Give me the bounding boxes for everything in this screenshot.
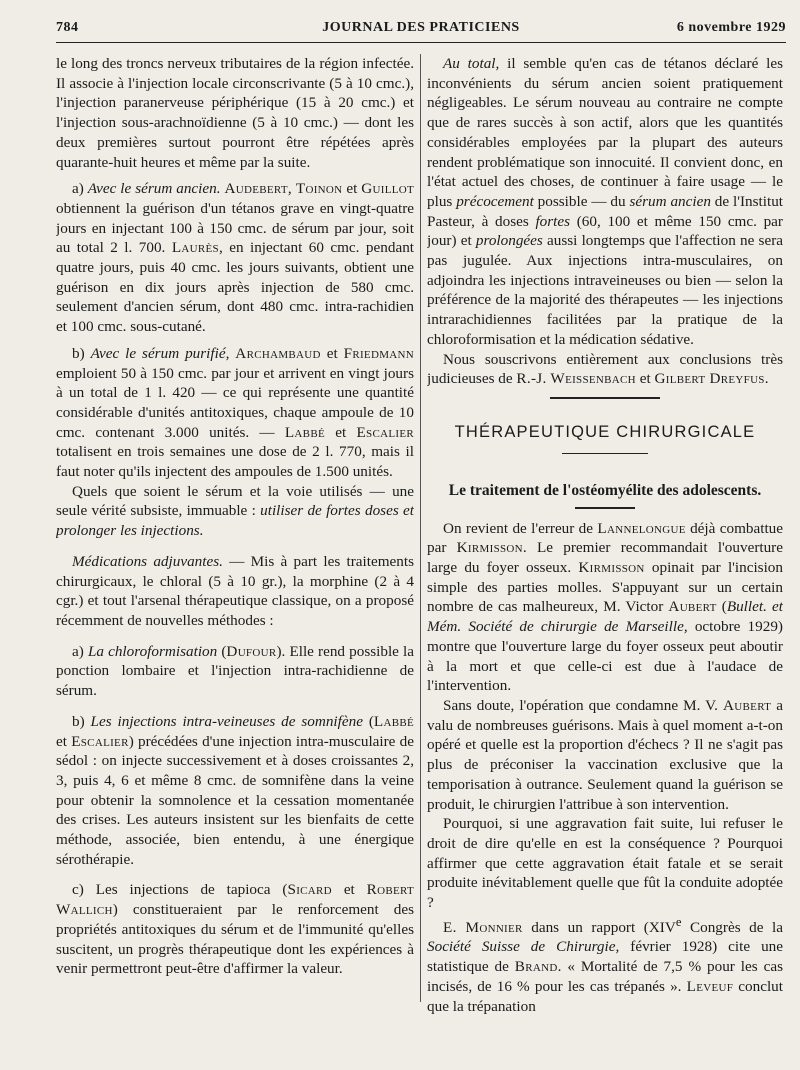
subsection-title: Avec le sérum purifié, — [90, 344, 230, 362]
paragraph-au-total: Au total, il semble qu'en cas de tétanos déclaré les inconvénients du sérum ancien soient pratiquement négligeables. Le sérum nouveau au contraire ne compte que de rares succès à son actif, alors que les quantités considérables employées par la plupart des auteurs rendent problématique son innocuité. Il convient donc, en l'état actuel des choses, de continuer à faire usage — le plus précocement possible — du sérum ancien de l'Institut Pasteur, à doses fortes (60, 100 et même 150 cmc. par jour) et prolongées aussi longtemps que l'affection ne sera pas jugulée. Aux injections intra-musculaires, on adjoindra les injections intraveineuses ou bien — selon la préférence de la majorité des thérapeutes — les injections intrarachidiennes facilitées par la pratique de la chloroformisation et la médication sédative. — [427, 55, 783, 348]
paragraph-sans-doute: Sans doute, l'opération que condamne M. V. Aubert a valu de nombreuses guérisons. Mais à quel moment a-t-on opéré et quelle est la proportion d'échecs ? Il ne s'agit pas plus de préconiser la vaccination exclusive que la temporisation à outrance. Seulement quand la guérison se produit, le chirurgien l'attribue à son intervention. — [427, 696, 783, 813]
section-heading: THÉRAPEUTIQUE CHIRURGICALE — [454, 422, 756, 441]
paragraph-continuation: le long des troncs nerveux tributaires de la région infectée. Il associe à l'injection locale circonscrivante (5 à 10 cmc.), l'injection paranerveuse périphérique (15 à 20 cmc.) et l'injection sous-arachnoïdienne (5 à 10 cmc.) — dont les deux premières surtout pourront être répétées après quarante-huit heures et même par la suite. — [56, 55, 414, 171]
paragraph-serum-purifie: b) Avec le sérum purifié, Archambaud et Friedmann emploient 50 à 150 cmc. par jour et arrivent en vingt jours à un total de 1 l. 420 — ce qui représente une quantité considérable d'unités antitoxiques, chaque ampoule de 10 cmc. contenant 3.000 unités. — Labbé et Escalier totalisent en trois semaines une dose de 2 l. 770, mais il faut noter qu'ils injectent des ampoules de 1.500 unités. — [56, 344, 414, 481]
paragraph-tapioca: c) Les injections de tapioca (Sicard et Robert Wallich) constitueraient par le renforcement des propriétés antitoxiques du sérum et de l'immunité qu'elles suscitent, un progrès thérapeutique dont les expériences à venir permettront peut-être d'affirmer la valeur. — [56, 881, 414, 978]
right-column — [427, 54, 783, 1054]
end-rule — [550, 397, 660, 399]
paragraph-serum-ancien: a) Avec le sérum ancien. Audebert, Toinon et Guillot obtiennent la guérison d'un tétanos grave en vingt-quatre jours en injectant 100 à 150 cmc. de sérum par jour, soit au total 2 l. 700. Laurès, en injectant 60 cmc. pendant quatre jours, puis 40 cmc. les jours suivants, obtient une guérison en dix jours après injection de 580 cmc. seulement d'ancien sérum, dont 480 cmc. intra-rachidien et 100 cmc. sous-cutané. — [56, 180, 414, 336]
paragraph-pourquoi: Pourquoi, si une aggravation fait suite, lui refuser le droit de dire qu'elle en est la conséquence ? Pourquoi affirmer que cette aggravation était fatale et se serait produite inévitablement quelle que fût la conduite adoptée ? — [427, 815, 783, 912]
running-header — [56, 14, 786, 43]
column-divider — [420, 54, 421, 1002]
left-column — [56, 54, 414, 1054]
paragraph-monnier: E. Monnier dans un rapport (XIVe Congrès de la Société Suisse de Chirurgie, février 1928) cite une statistique de Brand. « Mortalité de 7,5 % pour les cas incisés, de 16 % pour les cas trépanés ». Leveuf conclut que la trépanation — [427, 914, 783, 1015]
paragraph-somnifene: b) Les injections intra-veineuses de somnifène (Labbé et Escalier) précédées d'une injection intra-musculaire de sédol : on injecte successivement et à doses croissantes 2, 3, puis 4, 6 et même 8 cmc. de somnifène dans la veine pour obtenir la somnolence et la cessation momentanée des crises. Les auteurs insistent sur les bienfaits de cette méthode, associée, bien entendu, à une énergique sérothérapie. — [56, 712, 414, 868]
paragraph-medications: Médications adjuvantes. — Mis à part les traitements chirurgicaux, le chloral (5 à 10 gr.), la morphine (2 à 4 cgr.) et tout l'arsenal thérapeutique classique, on a proposé récemment de nouvelles méthodes : — [56, 552, 414, 629]
paragraph-lannelongue: On revient de l'erreur de Lannelongue déjà combattue par Kirmisson. Le premier recommandait l'ouverture large du foyer osseux. Kirmisson opinait par l'incision simple des parties molles. S'appuyant sur un certain nombre de cas malheureux, M. Victor Aubert (Bullet. et Mém. Société de chirurgie de Marseille, octobre 1929) montre que l'ouverture large du foyer osseux peut aboutir à la mort et que celle-ci est due à l'audace de l'intervention. — [427, 519, 783, 695]
heading-rule — [562, 453, 648, 455]
subsection-title: Avec le sérum ancien. — [87, 180, 221, 198]
paragraph-souscrivons: Nous souscrivons entièrement aux conclusions très judicieuses de R.-J. Weissenbach et Gilbert Dreyfus. — [427, 350, 783, 388]
page-number: 784 — [56, 20, 79, 35]
article-title: Le traitement de l'ostéomyélite des adolescents. — [448, 482, 762, 500]
paragraph-chloroformisation: a) La chloroformisation (Dufour). Elle rend possible la ponction lombaire et l'injection intra-rachidienne de sérum. — [56, 642, 414, 700]
issue-date: 6 novembre 1929 — [676, 20, 786, 35]
journal-title: JOURNAL DES PRATICIENS — [322, 20, 520, 35]
paragraph-conclusion: Quels que soient le sérum et la voie utilisés — une seule vérité subsiste, immuable : utiliser de fortes doses et prolonger les injections. — [56, 482, 414, 540]
title-rule — [575, 507, 635, 509]
subsection-title: Médications adjuvantes. — [72, 552, 223, 570]
